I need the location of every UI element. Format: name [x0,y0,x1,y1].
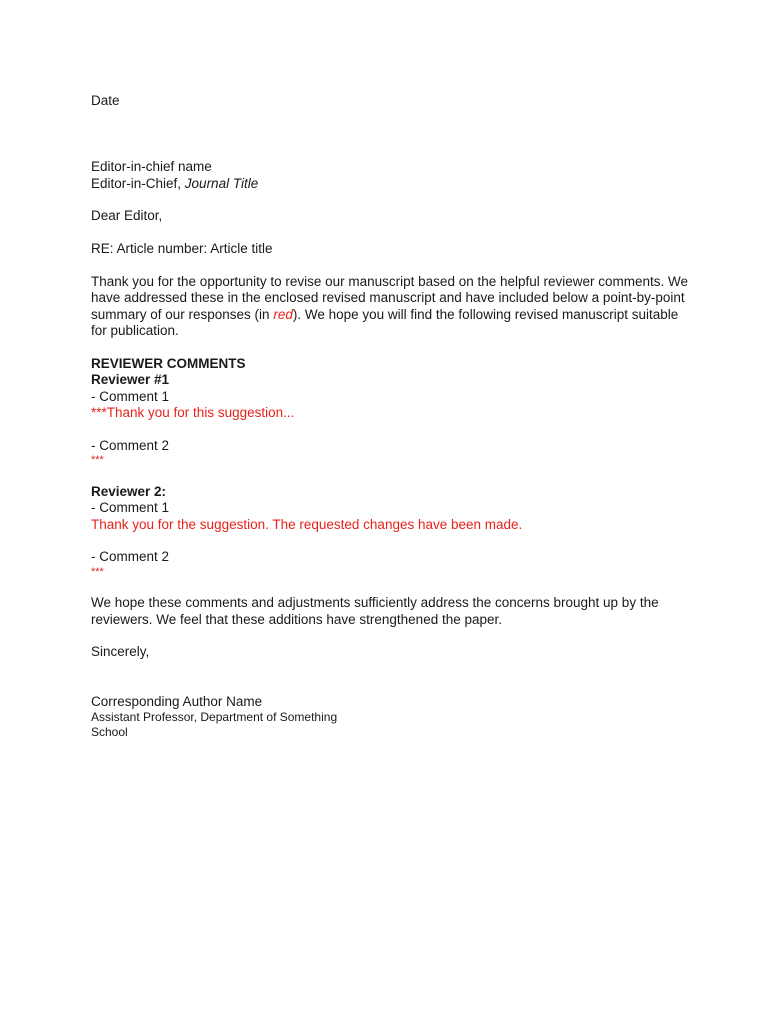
reviewer-2-response-2: *** [91,565,104,578]
editor-name: Editor-in-chief name [91,159,212,175]
reviewer-1-response-2: *** [91,454,104,467]
author-name: Corresponding Author Name [91,693,263,709]
intro-paragraph [91,274,691,340]
salutation: Dear Editor, [91,208,163,224]
intro-text-part2: ). We hope you will find the following revised manuscript suitable for publication. [91,306,683,339]
intro-red-word: red [273,306,293,322]
reviewer-1-response-1: ***Thank you for this suggestion... [91,405,295,421]
signoff: Sincerely, [91,644,150,660]
closing-paragraph: We hope these comments and adjustments sufficiently address the concerns brought up by the reviewers. We feel that these additions have strengthened the paper. [91,595,663,627]
reviewer-2-comment-1: - Comment 1 [91,500,170,516]
re-line: RE: Article number: Article title [91,241,273,257]
editor-title-prefix: Editor-in-Chief, [91,175,185,191]
reviewer-2-heading: Reviewer 2: [91,483,167,499]
intro-text-part1: Thank you for the opportunity to revise our manuscript based on the helpful reviewer comments. We have addressed these in the enclosed revised manuscript and have included below a point-by-point summary of our responses (in [91,274,692,322]
editor-title [91,176,691,192]
author-school: School [91,725,128,740]
reviewer-1-heading: Reviewer #1 [91,372,170,388]
author-title: Assistant Professor, Department of Something [91,710,338,725]
reviewer-2-comment-2: - Comment 2 [91,549,170,565]
journal-title: Journal Title [184,175,259,191]
reviewer-1-comment-1: - Comment 1 [91,388,170,404]
reviewer-comments-heading: REVIEWER COMMENTS [91,356,246,372]
reviewer-2-response-1: Thank you for the suggestion. The requested changes have been made. [91,516,523,532]
date-line: Date [91,93,120,108]
letter-body [91,93,691,740]
reviewer-1-comment-2: - Comment 2 [91,438,170,454]
